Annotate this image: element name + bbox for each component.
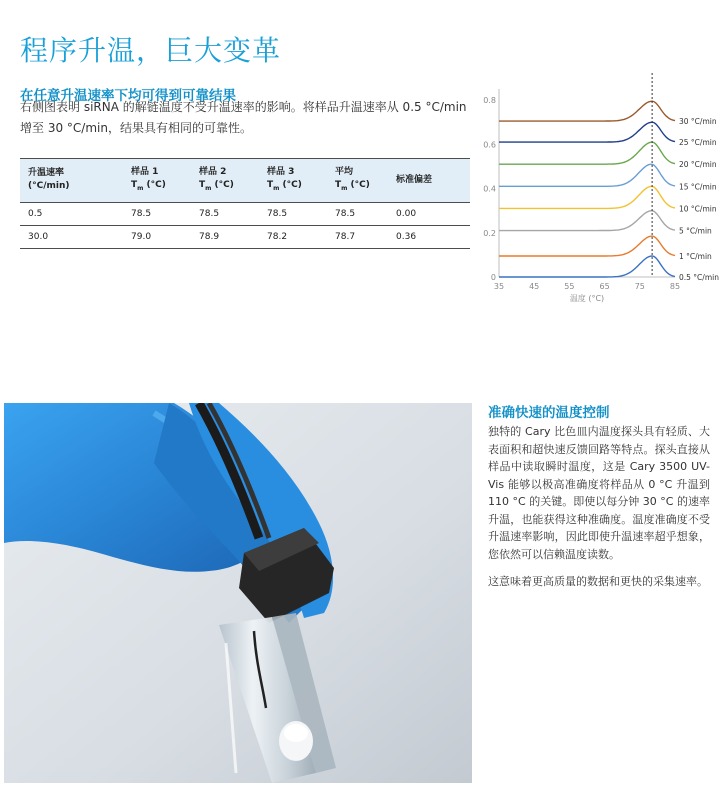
table-cell: 78.2	[259, 225, 327, 248]
series-label: 20 °C/min	[679, 160, 717, 170]
header-ramp-rate: 升温速率 (°C/min)	[20, 159, 123, 203]
x-tick-label: 45	[529, 282, 540, 291]
temperature-control-text	[488, 423, 710, 601]
table-cell: 78.7	[327, 225, 388, 248]
x-tick-label: 35	[493, 282, 505, 291]
series-label: 25 °C/min	[679, 138, 717, 148]
series-label: 0.5 °C/min	[679, 273, 719, 282]
results-table	[20, 158, 470, 249]
series-line	[499, 164, 675, 186]
table-cell: 0.36	[388, 225, 470, 248]
y-tick-label: 0.8	[483, 96, 496, 106]
header-sample-1: 样品 1 $T_m$ (°C)	[123, 159, 191, 203]
x-tick-label: 65	[599, 282, 610, 291]
series-label: 10 °C/min	[679, 204, 717, 214]
table-cell: 0.5	[20, 202, 123, 225]
series-line	[499, 122, 675, 142]
series-label: 15 °C/min	[679, 182, 717, 192]
y-tick-label: 0.2	[483, 228, 496, 238]
series-line	[499, 186, 675, 208]
series-line	[499, 101, 675, 121]
intro-paragraph: 右侧图表明 siRNA 的解链温度不受升温速率的影响。将样品升温速率从 0.5 °C/min 增至 30 °C/min，结果具有相同的可靠性。	[20, 100, 467, 135]
series-label: 1 °C/min	[679, 251, 712, 261]
x-tick-label: 55	[564, 282, 575, 291]
table-cell: 79.0	[123, 225, 191, 248]
table-row	[20, 202, 470, 225]
table-cell: 78.5	[123, 202, 191, 225]
temperature-control-paragraph-1: 独特的 Cary 比色皿内温度探头具有轻质、大表面积和超快速反馈回路等特点。探头直接从样品中读取瞬时温度，这是 Cary 3500 UV-Vis 能够以极高准确度将样品从 0 °C 升温到 110 °C 的关键。即使以每分钟 30 °C 的速率升温，也能获得这种准确度。温度准确度不受升温速率影响，因此即使升温速率超乎想象，您依然可以信赖温度读数。	[488, 425, 710, 561]
series-label: 30 °C/min	[679, 117, 717, 127]
table-cell: 78.5	[259, 202, 327, 225]
table-cell: 0.00	[388, 202, 470, 225]
melting-curve-chart	[478, 68, 723, 313]
table-header-row	[20, 159, 470, 203]
table-cell: 78.9	[191, 225, 259, 248]
series-label: 5 °C/min	[679, 226, 712, 236]
series-line	[499, 236, 675, 256]
section-heading-reliable-results: 在任意升温速率下均可得到可靠结果	[20, 88, 236, 105]
y-tick-label: 0.6	[483, 140, 496, 150]
x-axis-label: 温度 (°C)	[569, 294, 605, 303]
table-row	[20, 225, 470, 248]
table-cell: 30.0	[20, 225, 123, 248]
x-tick-label: 75	[634, 282, 645, 291]
series-line	[499, 142, 675, 164]
header-std-dev: 标准偏差	[388, 159, 470, 203]
header-sample-3: 样品 3 $T_m$ (°C)	[259, 159, 327, 203]
header-average: 平均 $T_m$ (°C)	[327, 159, 388, 203]
section-heading-temperature-control: 准确快速的温度控制	[488, 405, 610, 421]
table-cell: 78.5	[191, 202, 259, 225]
series-line	[499, 211, 675, 231]
series-line	[499, 256, 675, 277]
y-tick-label: 0	[490, 273, 496, 282]
temperature-control-paragraph-2: 这意味着更高质量的数据和更快的采集速率。	[488, 575, 708, 588]
table-cell: 78.5	[327, 202, 388, 225]
header-sample-2: 样品 2 $T_m$ (°C)	[191, 159, 259, 203]
cuvette-probe-photo	[4, 403, 472, 783]
page-title: 程序升温，巨大变革	[20, 33, 282, 67]
x-tick-label: 85	[669, 282, 681, 291]
y-tick-label: 0.4	[483, 184, 496, 194]
